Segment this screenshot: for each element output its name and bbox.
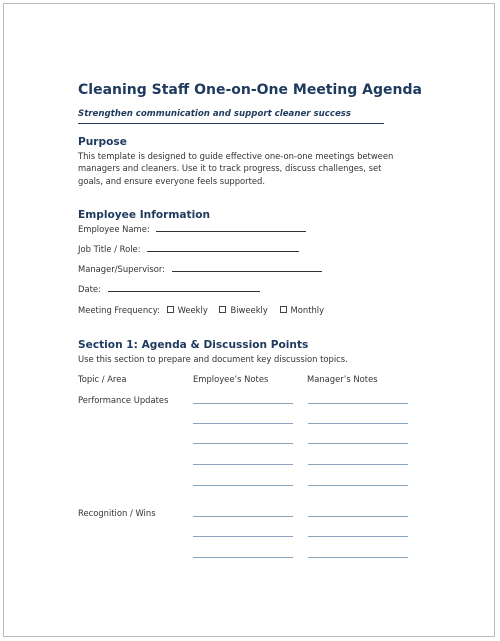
job-title-blank[interactable] bbox=[147, 243, 299, 252]
employee-notes-line[interactable] bbox=[193, 403, 293, 404]
manager-notes-line[interactable] bbox=[308, 485, 408, 486]
employee-name-label: Employee Name: bbox=[78, 224, 150, 234]
date-label: Date: bbox=[78, 284, 101, 294]
frequency-option-weekly[interactable]: Weekly bbox=[167, 305, 211, 315]
column-header-employee-notes: Employee’s Notes bbox=[193, 374, 269, 384]
employee-notes-line[interactable] bbox=[193, 516, 293, 517]
employee-info-heading: Employee Information bbox=[78, 209, 211, 221]
frequency-option-biweekly[interactable]: Biweekly bbox=[219, 305, 270, 315]
employee-name-blank[interactable] bbox=[156, 223, 306, 232]
manager-notes-line[interactable] bbox=[308, 557, 408, 558]
employee-notes-line[interactable] bbox=[193, 485, 293, 486]
job-title-label: Job Title / Role: bbox=[78, 244, 141, 254]
checkbox-icon[interactable] bbox=[280, 306, 287, 313]
manager-notes-line[interactable] bbox=[308, 423, 408, 424]
purpose-heading: Purpose bbox=[78, 136, 127, 148]
manager-label: Manager/Supervisor: bbox=[78, 264, 165, 274]
page-border bbox=[3, 3, 495, 637]
manager-notes-line[interactable] bbox=[308, 464, 408, 465]
frequency-label: Meeting Frequency: bbox=[78, 305, 160, 315]
topic-performance-updates: Performance Updates bbox=[78, 395, 169, 405]
date-field[interactable] bbox=[78, 283, 260, 295]
purpose-text bbox=[78, 150, 393, 187]
subtitle-underline bbox=[78, 123, 384, 124]
purpose-line: managers and cleaners. Use it to track progress, discuss challenges, set bbox=[78, 163, 382, 174]
manager-notes-line[interactable] bbox=[308, 516, 408, 517]
manager-blank[interactable] bbox=[172, 263, 322, 272]
column-header-topic: Topic / Area bbox=[78, 374, 127, 384]
employee-notes-line[interactable] bbox=[193, 443, 293, 444]
manager-field[interactable] bbox=[78, 263, 322, 275]
employee-notes-line[interactable] bbox=[193, 557, 293, 558]
page-subtitle: Strengthen communication and support cleaner success bbox=[78, 109, 352, 119]
column-header-manager-notes: Manager’s Notes bbox=[307, 374, 378, 384]
job-title-field[interactable] bbox=[78, 243, 299, 255]
employee-notes-line[interactable] bbox=[193, 423, 293, 424]
section1-description: Use this section to prepare and document key discussion topics. bbox=[78, 354, 348, 364]
meeting-frequency-field bbox=[78, 304, 324, 316]
manager-notes-line[interactable] bbox=[308, 536, 408, 537]
employee-notes-line[interactable] bbox=[193, 464, 293, 465]
employee-notes-line[interactable] bbox=[193, 536, 293, 537]
employee-name-field[interactable] bbox=[78, 223, 306, 235]
section1-heading: Section 1: Agenda & Discussion Points bbox=[78, 339, 309, 351]
purpose-line: goals, and ensure everyone feels supported. bbox=[78, 175, 266, 186]
manager-notes-line[interactable] bbox=[308, 403, 408, 404]
purpose-line: This template is designed to guide effective one-on-one meetings between bbox=[78, 151, 394, 161]
frequency-option-monthly[interactable]: Monthly bbox=[280, 305, 325, 315]
checkbox-icon[interactable] bbox=[167, 306, 174, 313]
date-blank[interactable] bbox=[108, 283, 260, 292]
manager-notes-line[interactable] bbox=[308, 443, 408, 444]
page-title: Cleaning Staff One-on-One Meeting Agenda bbox=[78, 82, 422, 98]
checkbox-icon[interactable] bbox=[219, 306, 226, 313]
topic-recognition-wins: Recognition / Wins bbox=[78, 508, 156, 518]
